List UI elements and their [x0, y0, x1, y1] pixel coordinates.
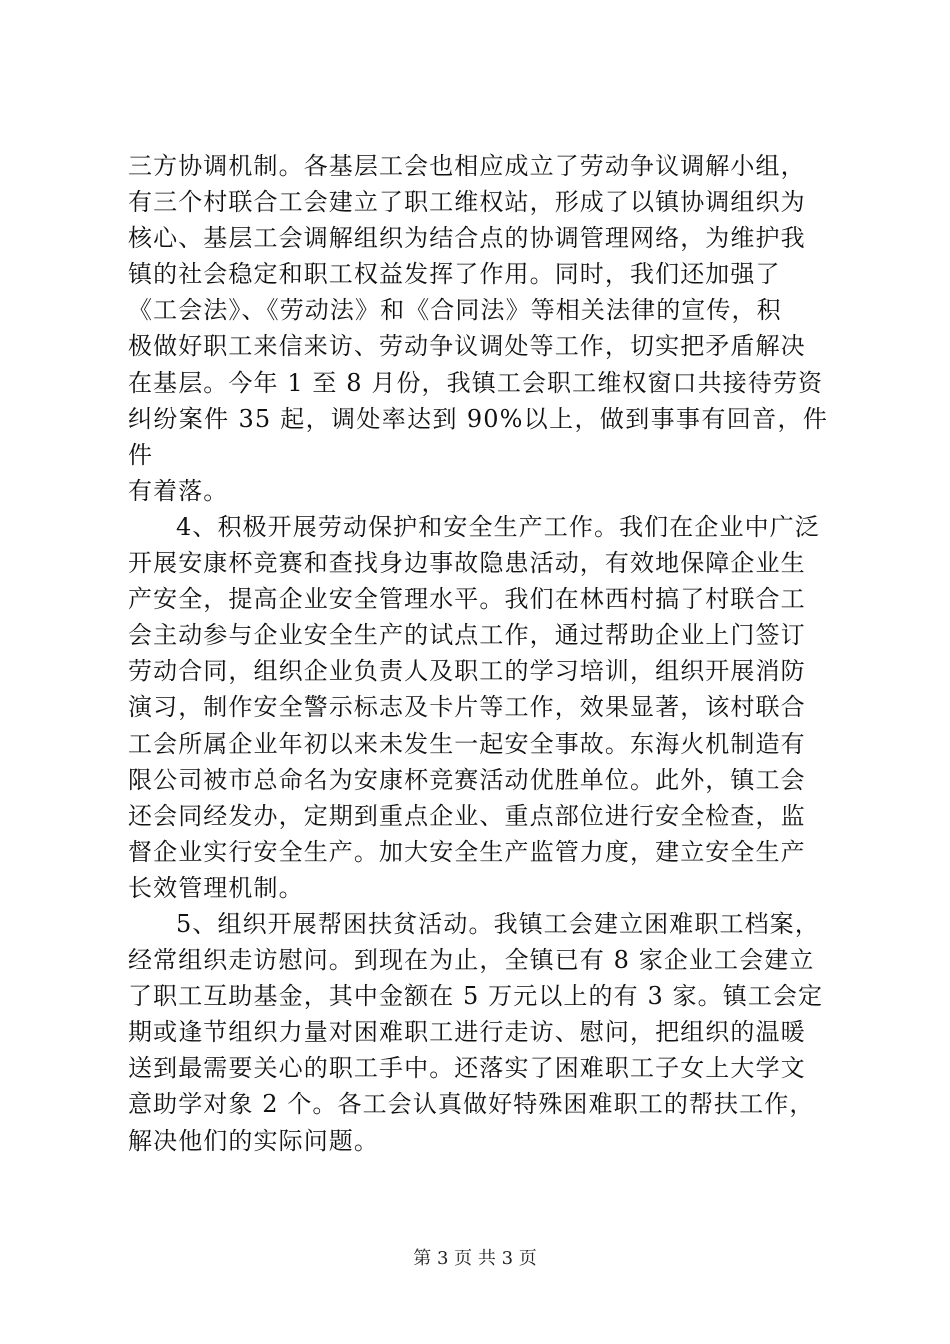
paragraph-labor-dispute-mediation: 三方协调机制。各基层工会也相应成立了劳动争议调解小组， 有三个村联合工会建立了职工维权站，形成了以镇协调组织为 核心、基层工会调解组织为结合点的协调管理网络，为维护我 镇的社会稳定和职工权益发挥了作用。同时，我们还加强了 《工会法》、《劳动法》和《合同法》等相关法律的宣传，积 极做好职工来信来访、劳动争议调处等工作，切实把矛盾解决 在基层。今年 1 至 8 月份，我镇工会职工维权窗口共接待劳资 纠纷案件 35 起，调处率达到 90%以上，做到事事有回音，件件 有着落。 — [128, 152, 828, 505]
page-number-footer: 第 3 页 共 3 页 — [413, 1248, 537, 1269]
paragraph-poverty-relief: 5、组织开展帮困扶贫活动。我镇工会建立困难职工档案， 经常组织走访慰问。到现在为止，全镇已有 8 家企业工会建立 了职工互助基金，其中金额在 5 万元以上的有 3 家。镇工会定 期或逢节组织力量对困难职工进行走访、慰问，把组织的温暖 送到最需要关心的职工手中。还落实了困难职工子女上大学文 意助学对象 2 个。各工会认真做好特殊困难职工的帮扶工作， 解决他们的实际问题。 — [128, 909, 824, 1155]
paragraph-labor-safety: 4、积极开展劳动保护和安全生产工作。我们在企业中广泛 开展安康杯竞赛和查找身边事故隐患活动，有效地保障企业生 产安全，提高企业安全管理水平。我们在林西村搞了村联合工 会主动参与企业安全生产的试点工作，通过帮助企业上门签订 劳动合同，组织企业负责人及职工的学习培训，组织开展消防 演习，制作安全警示标志及卡片等工作，效果显著，该村联合 工会所属企业年初以来未发生一起安全事故。东海火机制造有 限公司被市总命名为安康杯竞赛活动优胜单位。此外，镇工会 还会同经发办，定期到重点企业、重点部位进行安全检查，监 督企业实行安全生产。加大安全生产监管力度，建立安全生产 长效管理机制。 — [128, 512, 820, 902]
document-body — [128, 148, 828, 1159]
